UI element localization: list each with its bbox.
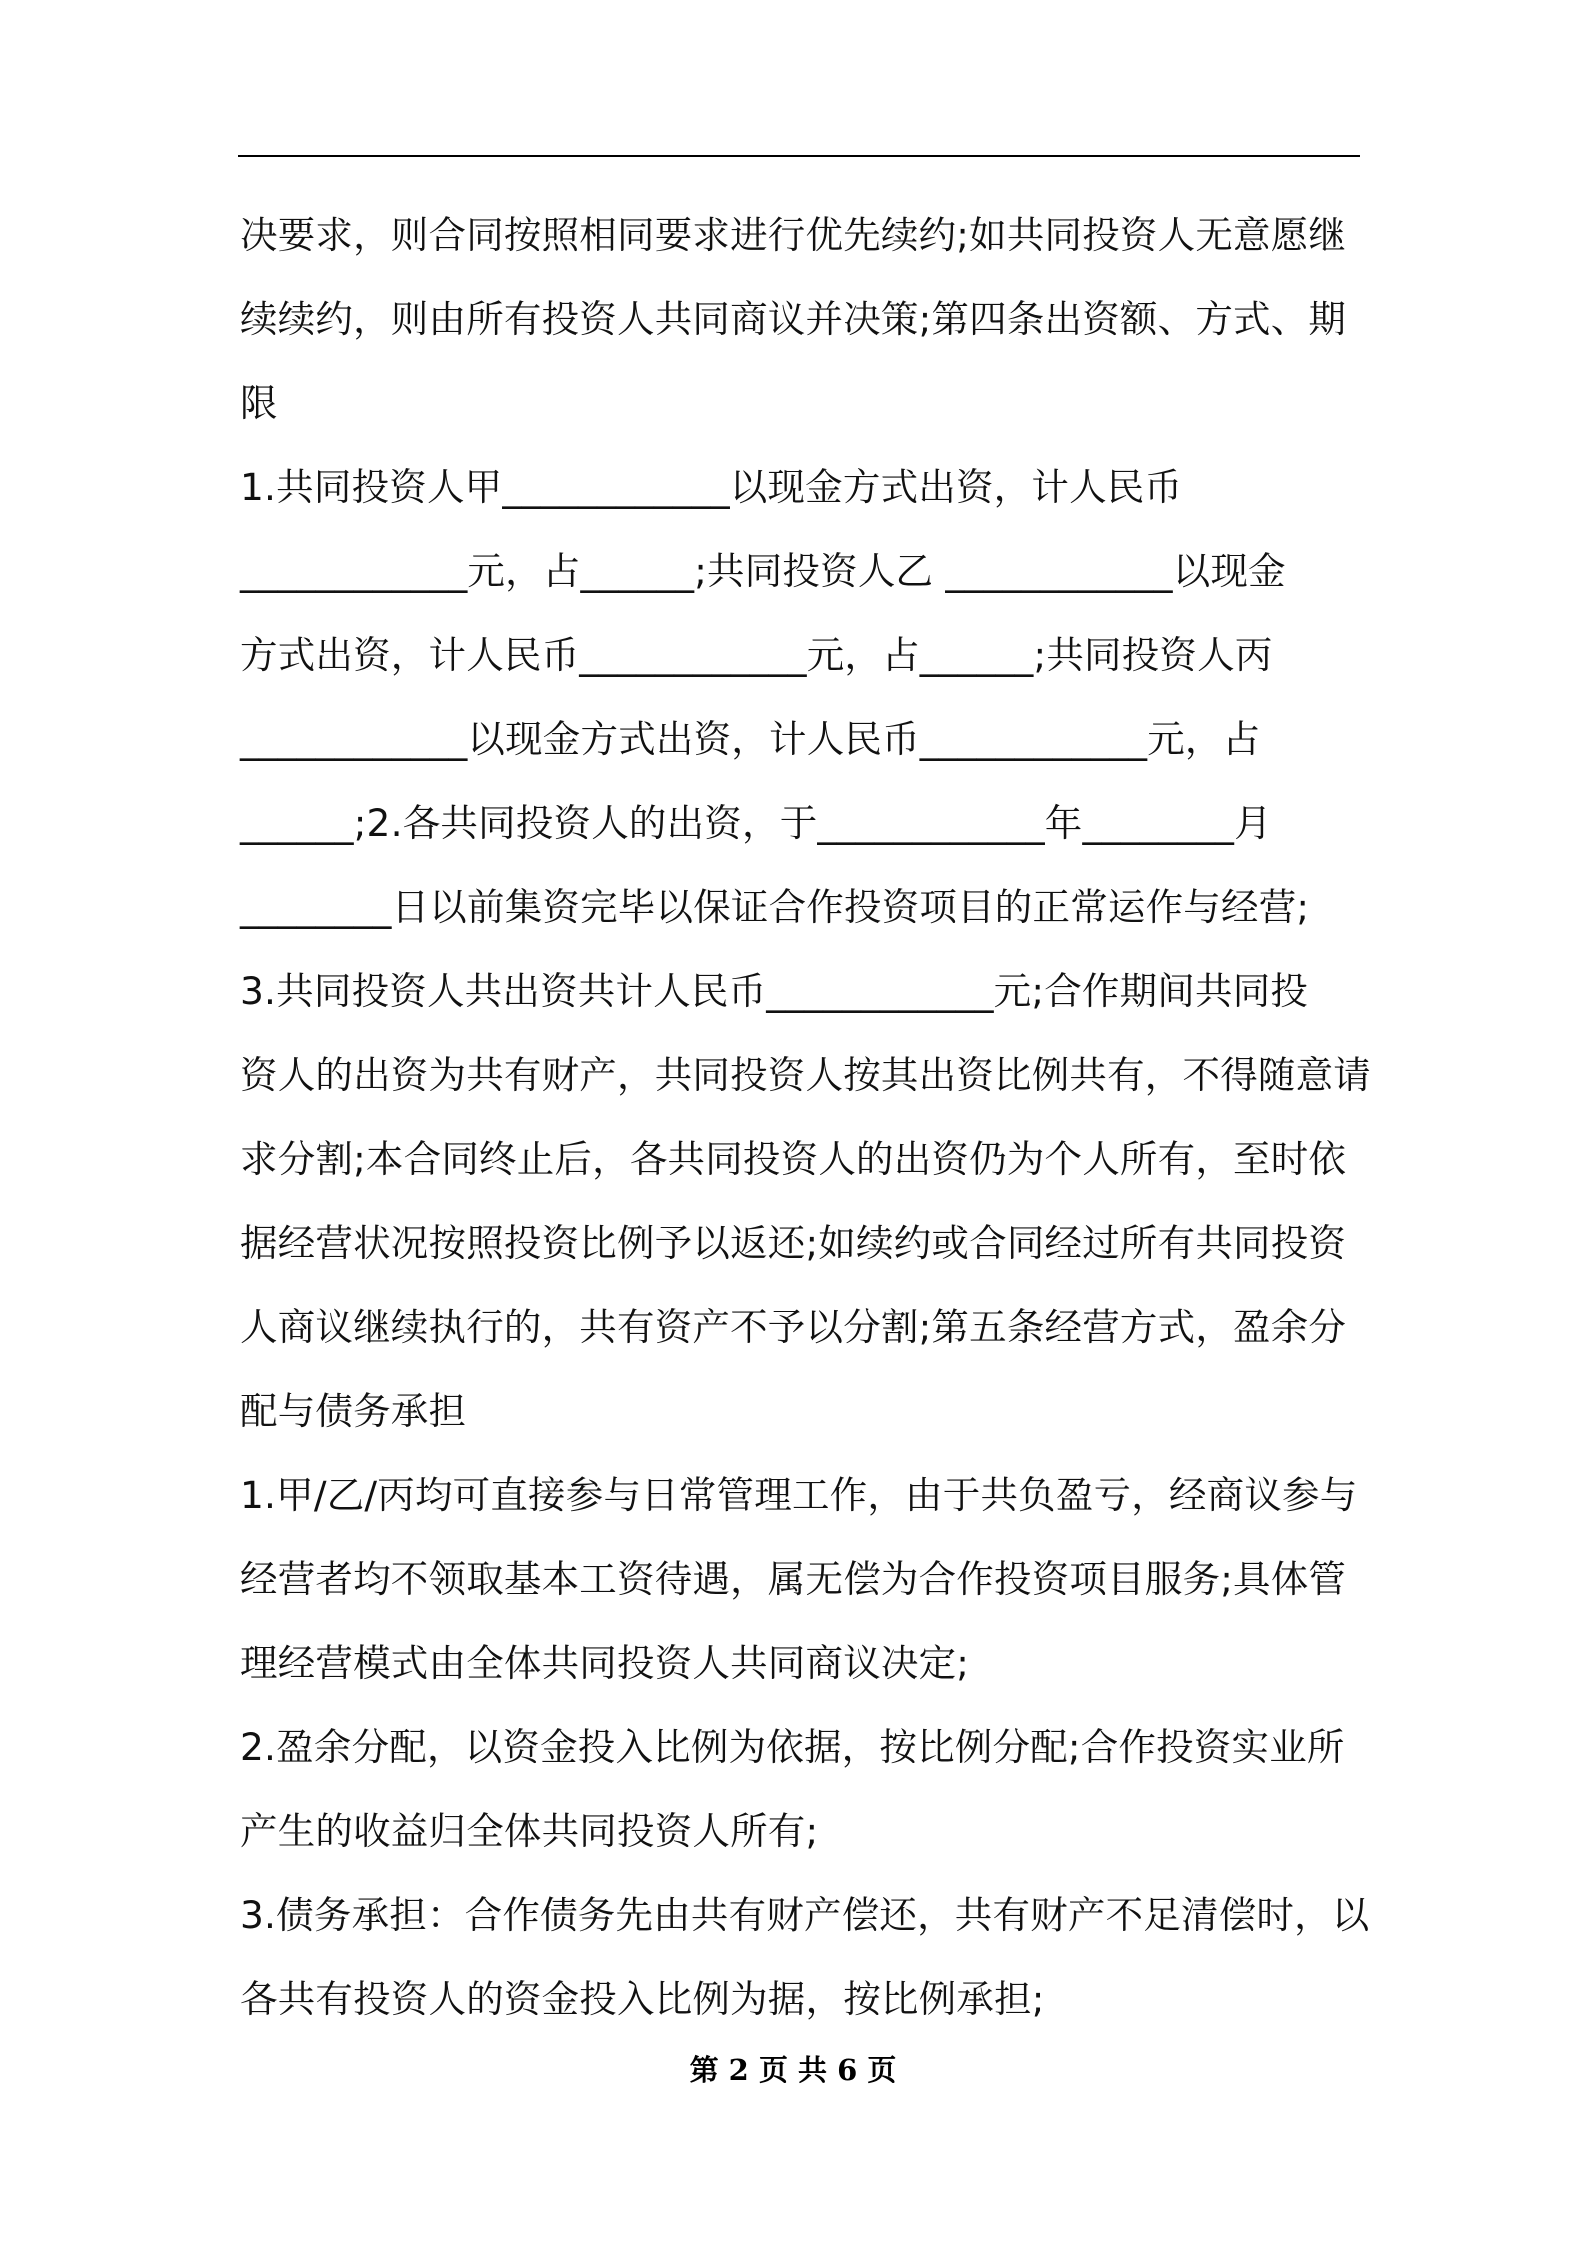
text-line: 各共有投资人的资金投入比例为据，按比例承担; [240,1977,1045,2021]
text-line: 求分割;本合同终止后，各共同投资人的出资仍为个人所有，至时依 [240,1137,1347,1181]
text-line: ____________元，占______;共同投资人乙 ____________以现金 [240,549,1286,593]
text-line: 限 [240,381,278,425]
text-line: ____________以现金方式出资，计人民币____________元，占 [240,717,1261,761]
text-line: ________日以前集资完毕以保证合作投资项目的正常运作与经营; [240,885,1310,929]
text-line: 1.共同投资人甲____________以现金方式出资，计人民币 [240,465,1183,509]
text-line: 1.甲/乙/丙均可直接参与日常管理工作，由于共负盈亏，经商议参与 [240,1473,1358,1517]
text-line: 决要求，则合同按照相同要求进行优先续约;如共同投资人无意愿继 [240,213,1347,257]
text-line: 3.共同投资人共出资共计人民币____________元;合作期间共同投 [240,969,1309,1013]
text-line: 经营者均不领取基本工资待遇，属无偿为合作投资项目服务;具体管 [240,1557,1347,1601]
text-line: 产生的收益归全体共同投资人所有; [240,1809,819,1853]
text-line: 3.债务承担：合作债务先由共有财产偿还，共有财产不足清偿时，以 [240,1893,1370,1937]
header-rule [238,155,1360,157]
text-line: 方式出资，计人民币____________元，占______;共同投资人丙 [240,633,1273,677]
text-line: 续续约，则由所有投资人共同商议并决策;第四条出资额、方式、期 [240,297,1347,341]
page-number: 第 2 页 共 6 页 [689,2053,897,2087]
text-line: ______;2.各共同投资人的出资，于____________年________月 [240,801,1272,845]
text-line: 配与债务承担 [240,1389,467,1433]
text-line: 2.盈余分配，以资金投入比例为依据，按比例分配;合作投资实业所 [240,1725,1345,1769]
text-line: 资人的出资为共有财产，共同投资人按其出资比例共有，不得随意请 [240,1053,1371,1097]
text-line: 人商议继续执行的，共有资产不予以分割;第五条经营方式，盈余分 [240,1305,1347,1349]
text-line: 据经营状况按照投资比例予以返还;如续约或合同经过所有共同投资 [240,1221,1347,1265]
text-line: 理经营模式由全体共同投资人共同商议决定; [240,1641,970,1685]
document-body [240,193,1371,2041]
